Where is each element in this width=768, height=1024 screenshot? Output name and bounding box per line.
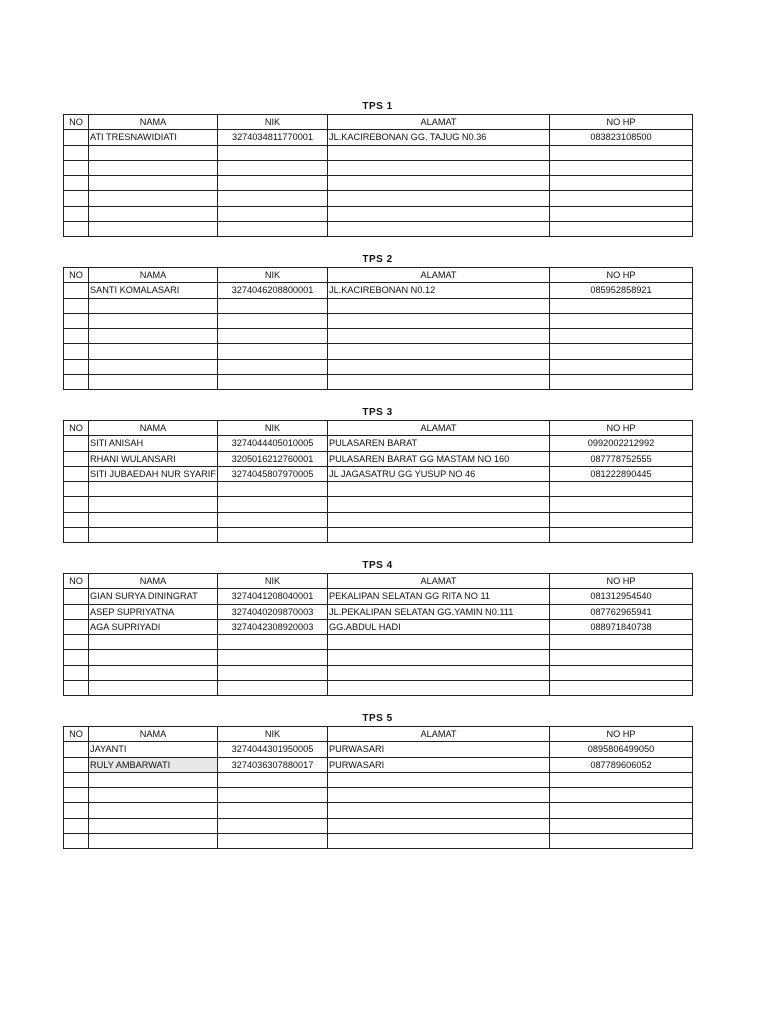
cell-no [64,512,89,527]
table-row [64,344,693,359]
table-row [64,497,693,512]
cell-no-hp: 087762965941 [550,604,693,619]
cell-alamat [328,818,550,833]
cell-alamat [328,206,550,221]
cell-nama: ASEP SUPRIYATNA [89,604,218,619]
table-row [64,359,693,374]
voter-table [63,573,693,696]
cell-nama [89,176,218,191]
cell-no-hp [550,497,693,512]
cell-alamat [328,650,550,665]
cell-alamat [328,313,550,328]
header-alamat: ALAMAT [328,421,550,436]
cell-nama: ATI TRESNAWIDIATI [89,130,218,145]
cell-nik: 3205016212760001 [218,451,328,466]
cell-no-hp [550,298,693,313]
cell-nama [89,650,218,665]
cell-no [64,359,89,374]
table-row [64,589,693,604]
cell-no [64,818,89,833]
cell-nik [218,191,328,206]
cell-no [64,665,89,680]
cell-alamat: GG.ABDUL HADI [328,619,550,634]
cell-nik [218,803,328,818]
cell-alamat [328,528,550,543]
cell-nik [218,528,328,543]
table-row [64,772,693,787]
cell-alamat [328,191,550,206]
cell-nik [218,650,328,665]
cell-alamat [328,788,550,803]
cell-alamat [328,497,550,512]
table-header-row [64,421,693,436]
table-row [64,451,693,466]
table-row [64,650,693,665]
section-title: TPS 1 [362,101,393,112]
table-row [64,604,693,619]
header-alamat: ALAMAT [328,574,550,589]
header-nik: NIK [218,268,328,283]
cell-no [64,788,89,803]
header-nama: NAMA [89,421,218,436]
cell-nik [218,329,328,344]
cell-no [64,604,89,619]
table-row [64,528,693,543]
section-title: TPS 4 [362,560,393,571]
table-row [64,283,693,298]
cell-no [64,283,89,298]
table-row [64,222,693,237]
cell-alamat [328,344,550,359]
cell-no-hp [550,359,693,374]
cell-nik: 3274046208800001 [218,283,328,298]
cell-alamat [328,834,550,849]
cell-nama [89,665,218,680]
cell-no-hp: 087778752555 [550,451,693,466]
voter-table [63,420,693,543]
cell-nik [218,818,328,833]
cell-no-hp: 083823108500 [550,130,693,145]
cell-alamat [328,176,550,191]
header-nama: NAMA [89,574,218,589]
cell-no-hp [550,512,693,527]
cell-nik [218,635,328,650]
cell-alamat [328,359,550,374]
tps-section-4 [63,559,692,696]
cell-no-hp [550,191,693,206]
cell-alamat [328,145,550,160]
table-row [64,176,693,191]
cell-no [64,589,89,604]
table-row [64,818,693,833]
table-row [64,803,693,818]
header-no-hp: NO HP [550,115,693,130]
cell-no-hp [550,635,693,650]
cell-alamat: JL.PEKALIPAN SELATAN GG.YAMIN N0.111 [328,604,550,619]
tps-section-2 [63,253,692,390]
cell-no-hp [550,834,693,849]
cell-nama [89,803,218,818]
cell-nama [89,191,218,206]
table-row [64,160,693,175]
section-title: TPS 3 [362,407,393,418]
table-header-row [64,574,693,589]
cell-nik [218,665,328,680]
section-title: TPS 2 [362,254,393,265]
cell-no-hp [550,145,693,160]
cell-nama [89,344,218,359]
cell-nik [218,788,328,803]
cell-no [64,528,89,543]
table-row [64,191,693,206]
cell-no-hp [550,206,693,221]
cell-no [64,329,89,344]
header-no-hp: NO HP [550,574,693,589]
cell-nik: 3274044301950005 [218,742,328,757]
cell-alamat: PULASAREN BARAT GG MASTAM NO 160 [328,451,550,466]
cell-nama [89,375,218,390]
cell-nama [89,681,218,696]
cell-nik [218,206,328,221]
cell-no [64,451,89,466]
cell-nama [89,512,218,527]
table-row [64,375,693,390]
header-no: NO [64,421,89,436]
cell-no-hp [550,222,693,237]
cell-nik: 3274034811770001 [218,130,328,145]
cell-no-hp [550,818,693,833]
cell-no-hp [550,313,693,328]
table-row [64,466,693,481]
cell-nama [89,313,218,328]
cell-no [64,803,89,818]
cell-alamat [328,298,550,313]
table-row [64,665,693,680]
voter-table [63,726,693,849]
cell-nama [89,145,218,160]
header-nama: NAMA [89,727,218,742]
cell-no [64,160,89,175]
cell-no [64,834,89,849]
cell-no-hp [550,788,693,803]
cell-no [64,619,89,634]
tps-section-3 [63,406,692,543]
cell-alamat: PULASAREN BARAT [328,436,550,451]
table-row [64,329,693,344]
header-no: NO [64,727,89,742]
cell-nama [89,635,218,650]
cell-no-hp: 0895806499050 [550,742,693,757]
table-row [64,635,693,650]
cell-nama: SANTI KOMALASARI [89,283,218,298]
cell-no [64,130,89,145]
cell-nik [218,359,328,374]
cell-no [64,757,89,772]
cell-no-hp [550,803,693,818]
table-row [64,742,693,757]
header-no-hp: NO HP [550,727,693,742]
cell-nama [89,222,218,237]
cell-nama: JAYANTI [89,742,218,757]
cell-no-hp: 088971840738 [550,619,693,634]
header-alamat: ALAMAT [328,115,550,130]
cell-no-hp [550,176,693,191]
cell-no-hp [550,375,693,390]
cell-nik [218,222,328,237]
cell-nik [218,160,328,175]
cell-nik: 3274042308920003 [218,619,328,634]
cell-no [64,344,89,359]
header-nama: NAMA [89,115,218,130]
cell-no-hp [550,482,693,497]
cell-alamat [328,329,550,344]
table-row [64,834,693,849]
table-header-row [64,115,693,130]
cell-nik: 3274044405010005 [218,436,328,451]
cell-no [64,222,89,237]
cell-nik [218,375,328,390]
cell-nama [89,528,218,543]
cell-nik [218,313,328,328]
cell-nama [89,772,218,787]
cell-no [64,772,89,787]
voter-table [63,267,693,390]
tps-section-1 [63,100,692,237]
voter-table [63,114,693,237]
cell-no [64,176,89,191]
cell-alamat [328,772,550,787]
cell-no-hp: 085952858921 [550,283,693,298]
cell-nik [218,145,328,160]
cell-nama [89,818,218,833]
cell-nama: SITI ANISAH [89,436,218,451]
cell-alamat [328,375,550,390]
cell-alamat [328,635,550,650]
table-row [64,681,693,696]
cell-nama [89,160,218,175]
cell-alamat [328,681,550,696]
cell-alamat: JL JAGASATRU GG YUSUP NO 46 [328,466,550,481]
cell-no [64,298,89,313]
cell-no [64,681,89,696]
cell-nik [218,772,328,787]
cell-no [64,206,89,221]
header-alamat: ALAMAT [328,727,550,742]
table-row [64,313,693,328]
header-nik: NIK [218,727,328,742]
cell-alamat [328,803,550,818]
cell-no [64,635,89,650]
header-alamat: ALAMAT [328,268,550,283]
cell-alamat [328,482,550,497]
cell-nik: 3274045807970005 [218,466,328,481]
header-nik: NIK [218,421,328,436]
cell-no-hp [550,681,693,696]
cell-alamat: JL.KACIREBONAN N0.12 [328,283,550,298]
cell-nama [89,359,218,374]
cell-nik [218,344,328,359]
cell-no-hp: 081222890445 [550,466,693,481]
cell-no [64,482,89,497]
cell-nik [218,681,328,696]
cell-nama: GIAN SURYA DININGRAT [89,589,218,604]
cell-alamat: JL.KACIREBONAN GG. TAJUG N0.36 [328,130,550,145]
table-row [64,757,693,772]
cell-nama [89,834,218,849]
cell-no [64,313,89,328]
table-row [64,482,693,497]
cell-nama: AGA SUPRIYADI [89,619,218,634]
table-row [64,436,693,451]
cell-no [64,650,89,665]
cell-nama: RHANI WULANSARI [89,451,218,466]
cell-alamat: PEKALIPAN SELATAN GG RITA NO 11 [328,589,550,604]
cell-alamat [328,665,550,680]
cell-nama [89,298,218,313]
cell-nik: 3274041208040001 [218,589,328,604]
cell-nama [89,497,218,512]
cell-no-hp [550,665,693,680]
header-no-hp: NO HP [550,421,693,436]
cell-nik [218,834,328,849]
cell-no [64,466,89,481]
cell-no-hp [550,650,693,665]
cell-no [64,436,89,451]
cell-alamat [328,222,550,237]
table-row [64,145,693,160]
cell-nama [89,206,218,221]
table-row [64,788,693,803]
cell-nama [89,788,218,803]
header-nik: NIK [218,574,328,589]
header-no: NO [64,268,89,283]
table-header-row [64,727,693,742]
cell-alamat: PURWASARI [328,742,550,757]
cell-nik: 3274036307880017 [218,757,328,772]
table-row [64,512,693,527]
cell-nik [218,512,328,527]
cell-nik [218,497,328,512]
cell-no [64,375,89,390]
cell-no [64,742,89,757]
header-nama: NAMA [89,268,218,283]
header-nik: NIK [218,115,328,130]
tps-section-5 [63,712,692,849]
header-no: NO [64,574,89,589]
cell-nama: SITI JUBAEDAH NUR SYARIF [89,466,218,481]
cell-alamat [328,160,550,175]
cell-no-hp [550,329,693,344]
cell-no [64,191,89,206]
cell-nama: RULY AMBARWATI [89,757,218,772]
cell-alamat: PURWASARI [328,757,550,772]
table-row [64,619,693,634]
cell-no-hp: 081312954540 [550,589,693,604]
section-title: TPS 5 [362,713,393,724]
cell-nik [218,176,328,191]
cell-nik [218,298,328,313]
cell-no-hp [550,344,693,359]
header-no: NO [64,115,89,130]
cell-no-hp [550,772,693,787]
table-row [64,130,693,145]
cell-alamat [328,512,550,527]
cell-no-hp: 0992002212992 [550,436,693,451]
cell-no [64,145,89,160]
table-header-row [64,268,693,283]
table-row [64,298,693,313]
table-row [64,206,693,221]
cell-nik [218,482,328,497]
cell-nama [89,329,218,344]
cell-no-hp: 087789606052 [550,757,693,772]
cell-no-hp [550,160,693,175]
cell-nik: 3274040209870003 [218,604,328,619]
cell-no-hp [550,528,693,543]
cell-no [64,497,89,512]
header-no-hp: NO HP [550,268,693,283]
cell-nama [89,482,218,497]
